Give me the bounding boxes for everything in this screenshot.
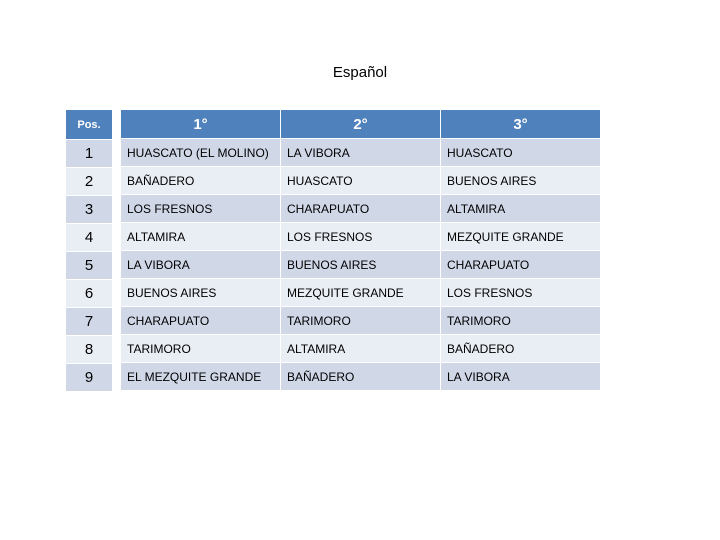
table-cell: HUASCATO (EL MOLINO)	[121, 139, 281, 167]
table-cell: BUENOS AIRES	[441, 167, 601, 195]
table-cell: LOS FRESNOS	[441, 279, 601, 307]
table-row	[121, 307, 601, 335]
pos-row	[66, 364, 113, 392]
table-row	[121, 195, 601, 223]
position-table	[65, 109, 113, 392]
pos-cell: 2	[66, 168, 113, 196]
table-row	[121, 279, 601, 307]
pos-cell: 6	[66, 280, 113, 308]
table-row	[121, 363, 601, 391]
table-cell: BAÑADERO	[281, 363, 441, 391]
table-cell: LOS FRESNOS	[281, 223, 441, 251]
pos-row	[66, 252, 113, 280]
table-cell: HUASCATO	[281, 167, 441, 195]
header-first-place: 1°	[121, 110, 281, 139]
pos-row	[66, 140, 113, 168]
pos-cell: 3	[66, 196, 113, 224]
table-cell: TARIMORO	[281, 307, 441, 335]
pos-row	[66, 308, 113, 336]
table-cell: EL MEZQUITE GRANDE	[121, 363, 281, 391]
table-cell: MEZQUITE GRANDE	[441, 223, 601, 251]
pos-cell: 8	[66, 336, 113, 364]
pos-cell: 4	[66, 224, 113, 252]
page-title: Español	[332, 64, 388, 81]
pos-row	[66, 336, 113, 364]
table-row	[121, 251, 601, 279]
pos-cell: 9	[66, 364, 113, 392]
pos-cell: 7	[66, 308, 113, 336]
pos-cell: 5	[66, 252, 113, 280]
table-cell: TARIMORO	[121, 335, 281, 363]
table-cell: CHARAPUATO	[121, 307, 281, 335]
table-cell: CHARAPUATO	[441, 251, 601, 279]
table-cell: MEZQUITE GRANDE	[281, 279, 441, 307]
table-row	[121, 139, 601, 167]
table-row	[121, 335, 601, 363]
table-cell: CHARAPUATO	[281, 195, 441, 223]
ranking-table	[120, 109, 601, 391]
table-cell: LA VIBORA	[441, 363, 601, 391]
pos-header: Pos.	[66, 110, 113, 140]
table-cell: HUASCATO	[441, 139, 601, 167]
header-second-place: 2°	[281, 110, 441, 139]
table-cell: ALTAMIRA	[121, 223, 281, 251]
table-cell: ALTAMIRA	[441, 195, 601, 223]
table-cell: LOS FRESNOS	[121, 195, 281, 223]
pos-row	[66, 168, 113, 196]
table-cell: BUENOS AIRES	[121, 279, 281, 307]
table-cell: BAÑADERO	[441, 335, 601, 363]
header-third-place: 3°	[441, 110, 601, 139]
pos-cell: 1	[66, 140, 113, 168]
pos-row	[66, 196, 113, 224]
table-cell: BUENOS AIRES	[281, 251, 441, 279]
table-cell: LA VIBORA	[281, 139, 441, 167]
table-cell: TARIMORO	[441, 307, 601, 335]
pos-row	[66, 224, 113, 252]
table-row	[121, 167, 601, 195]
table-cell: LA VIBORA	[121, 251, 281, 279]
pos-row	[66, 280, 113, 308]
table-cell: BAÑADERO	[121, 167, 281, 195]
table-row	[121, 223, 601, 251]
table-cell: ALTAMIRA	[281, 335, 441, 363]
